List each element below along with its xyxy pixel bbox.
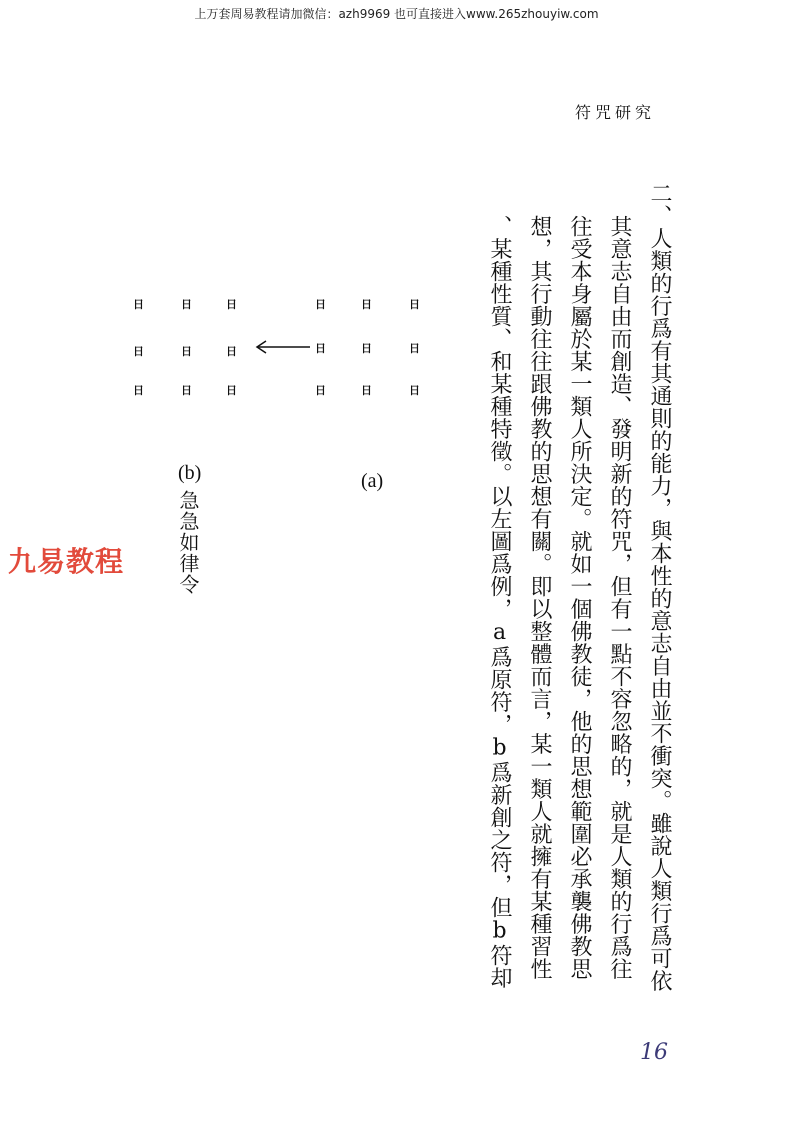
text-column-4: 想，其行動往往跟佛教的思想有關。即以整體而言，某一類人就擁有某種習性 <box>527 215 552 980</box>
text-column-5: 、某種性質、和某種特徵。以左圖爲例，a爲原符，b爲新創之符，但b符却 <box>487 215 512 989</box>
banner: 上万套周易教程请加微信：azh9969 也可直接进入www.265zhouyiw.com <box>194 7 599 21</box>
sun-glyph: 日 <box>133 384 144 397</box>
sun-glyph: 日 <box>226 298 237 311</box>
sun-glyph: 日 <box>409 298 420 311</box>
watermark-logo: 九易教程 <box>8 545 125 578</box>
sun-glyph: 日 <box>409 384 420 397</box>
sun-glyph: 日 <box>315 384 326 397</box>
sun-glyph: 日 <box>315 342 326 355</box>
sun-glyph: 日 <box>361 384 372 397</box>
text-column-3: 往受本身屬於某一類人所決定。就如一個佛教徒，他的思想範圍必承襲佛教思 <box>567 215 592 980</box>
sun-glyph: 日 <box>181 345 192 358</box>
sun-glyph: 日 <box>181 298 192 311</box>
text-column-1: 二、人類的行爲有其通則的能力，與本性的意志自由並不衝突。雖說人類行爲可依 <box>647 182 672 992</box>
text-column-2: 其意志自由而創造、發明新的符咒，但有一點不容忽略的，就是人類的行爲往 <box>607 215 632 980</box>
sun-glyph: 日 <box>361 298 372 311</box>
sun-glyph: 日 <box>315 298 326 311</box>
page-number: 16 <box>640 1040 668 1065</box>
sun-glyph: 日 <box>181 384 192 397</box>
sun-glyph: 日 <box>409 342 420 355</box>
sun-glyph: 日 <box>361 342 372 355</box>
left-arrow-icon <box>254 340 312 354</box>
sun-glyph: 日 <box>133 298 144 311</box>
figure-b-label: (b) <box>178 462 202 484</box>
sun-glyph: 日 <box>226 345 237 358</box>
figure-a-label: (a) <box>361 470 384 492</box>
sun-glyph: 日 <box>226 384 237 397</box>
running-head: 符咒研究 <box>575 103 656 122</box>
sun-glyph: 日 <box>133 345 144 358</box>
incantation-text: 急急如律令 <box>176 490 200 595</box>
